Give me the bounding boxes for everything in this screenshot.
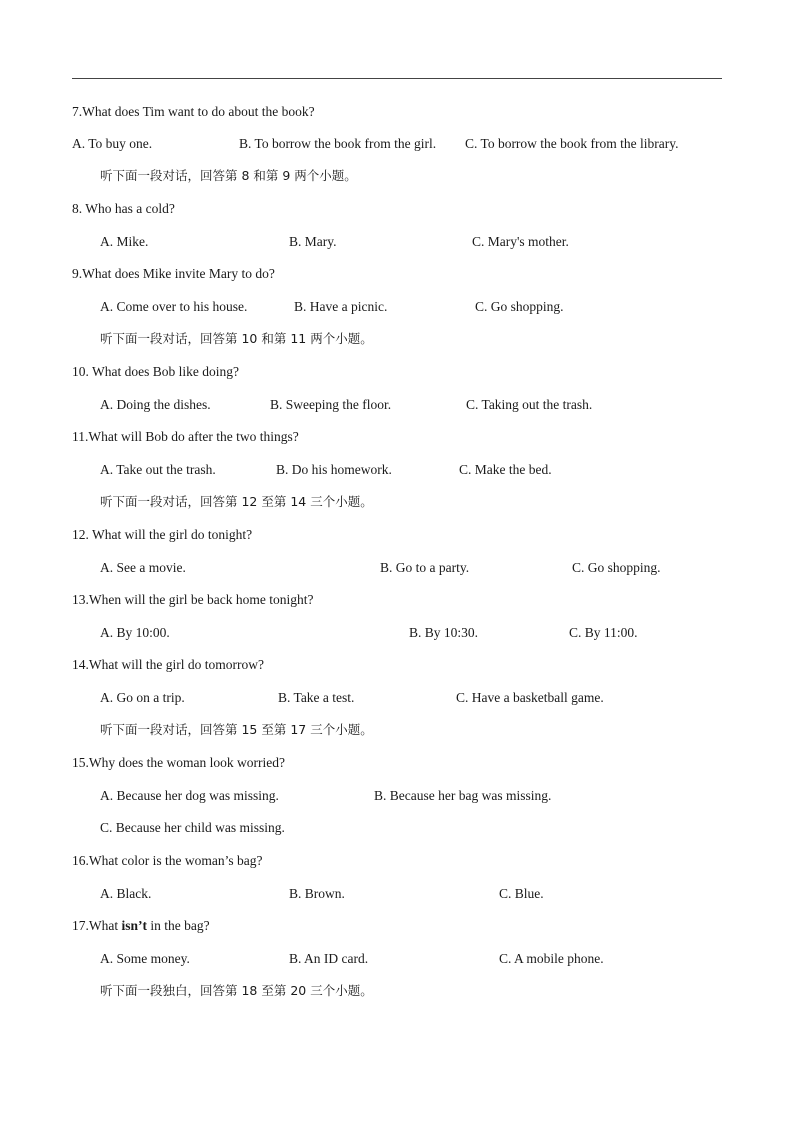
q17-option-a: A. Some money. [100,951,190,966]
q17-text-post: in the bag? [147,918,210,933]
q11-option-c: C. Make the bed. [459,462,552,477]
question-16: 16.What color is the woman’s bag? [72,853,263,868]
q13-option-a: A. By 10:00. [100,625,170,640]
q16-option-b: B. Brown. [289,886,345,901]
q9-option-a: A. Come over to his house. [100,299,248,314]
q15-option-c: C. Because her child was missing. [100,820,285,835]
q10-option-b: B. Sweeping the floor. [270,397,392,412]
q13-option-b: B. By 10:30. [409,625,479,640]
question-14: 14.What will the girl do tomorrow? [72,657,264,672]
q12-option-c: C. Go shopping. [572,560,661,575]
q14-option-c: C. Have a basketball game. [456,690,604,705]
question-17 [72,918,210,934]
q7-option-c: C. To borrow the book from the library. [465,136,679,151]
q8-option-c: C. Mary's mother. [472,234,569,249]
instruction-1: 听下面一段对话，回答第 8 和第 9 两个小题。 [100,168,357,183]
question-15: 15.Why does the woman look worried? [72,755,285,770]
q10-option-a: A. Doing the dishes. [100,397,211,412]
q12-option-b: B. Go to a party. [380,560,470,575]
q7-option-a: A. To buy one. [72,136,153,151]
q7-option-b: B. To borrow the book from the girl. [239,136,437,151]
q15-option-a: A. Because her dog was missing. [100,788,279,803]
q16-option-a: A. Black. [100,886,152,901]
instruction-4: 听下面一段对话，回答第 15 至第 17 三个小题。 [100,722,373,737]
q8-option-b: B. Mary. [289,234,337,249]
q14-option-a: A. Go on a trip. [100,690,185,705]
q9-option-b: B. Have a picnic. [294,299,388,314]
question-9: 9.What does Mike invite Mary to do? [72,266,275,281]
q17-text-pre: 17.What [72,918,122,933]
question-12: 12. What will the girl do tonight? [72,527,253,542]
q14-option-b: B. Take a test. [278,690,355,705]
instruction-3: 听下面一段对话，回答第 12 至第 14 三个小题。 [100,494,373,509]
q17-option-b: B. An ID card. [289,951,369,966]
question-11: 11.What will Bob do after the two things? [72,429,299,444]
q15-option-b: B. Because her bag was missing. [374,788,552,803]
q11-option-a: A. Take out the trash. [100,462,216,477]
q9-option-c: C. Go shopping. [475,299,564,314]
instruction-5: 听下面一段独白，回答第 18 至第 20 三个小题。 [100,983,373,998]
q16-option-c: C. Blue. [499,886,544,901]
instruction-2: 听下面一段对话，回答第 10 和第 11 两个小题。 [100,331,373,346]
q8-option-a: A. Mike. [100,234,149,249]
question-7: 7.What does Tim want to do about the book? [72,104,315,119]
question-10: 10. What does Bob like doing? [72,364,239,379]
q17-text-bold: isn’t [121,918,148,933]
header-rule [72,78,722,79]
q17-option-c: C. A mobile phone. [499,951,604,966]
q13-option-c: C. By 11:00. [569,625,638,640]
q10-option-c: C. Taking out the trash. [466,397,593,412]
question-8: 8. Who has a cold? [72,201,175,216]
q12-option-a: A. See a movie. [100,560,186,575]
question-13: 13.When will the girl be back home tonight? [72,592,314,607]
q11-option-b: B. Do his homework. [276,462,392,477]
